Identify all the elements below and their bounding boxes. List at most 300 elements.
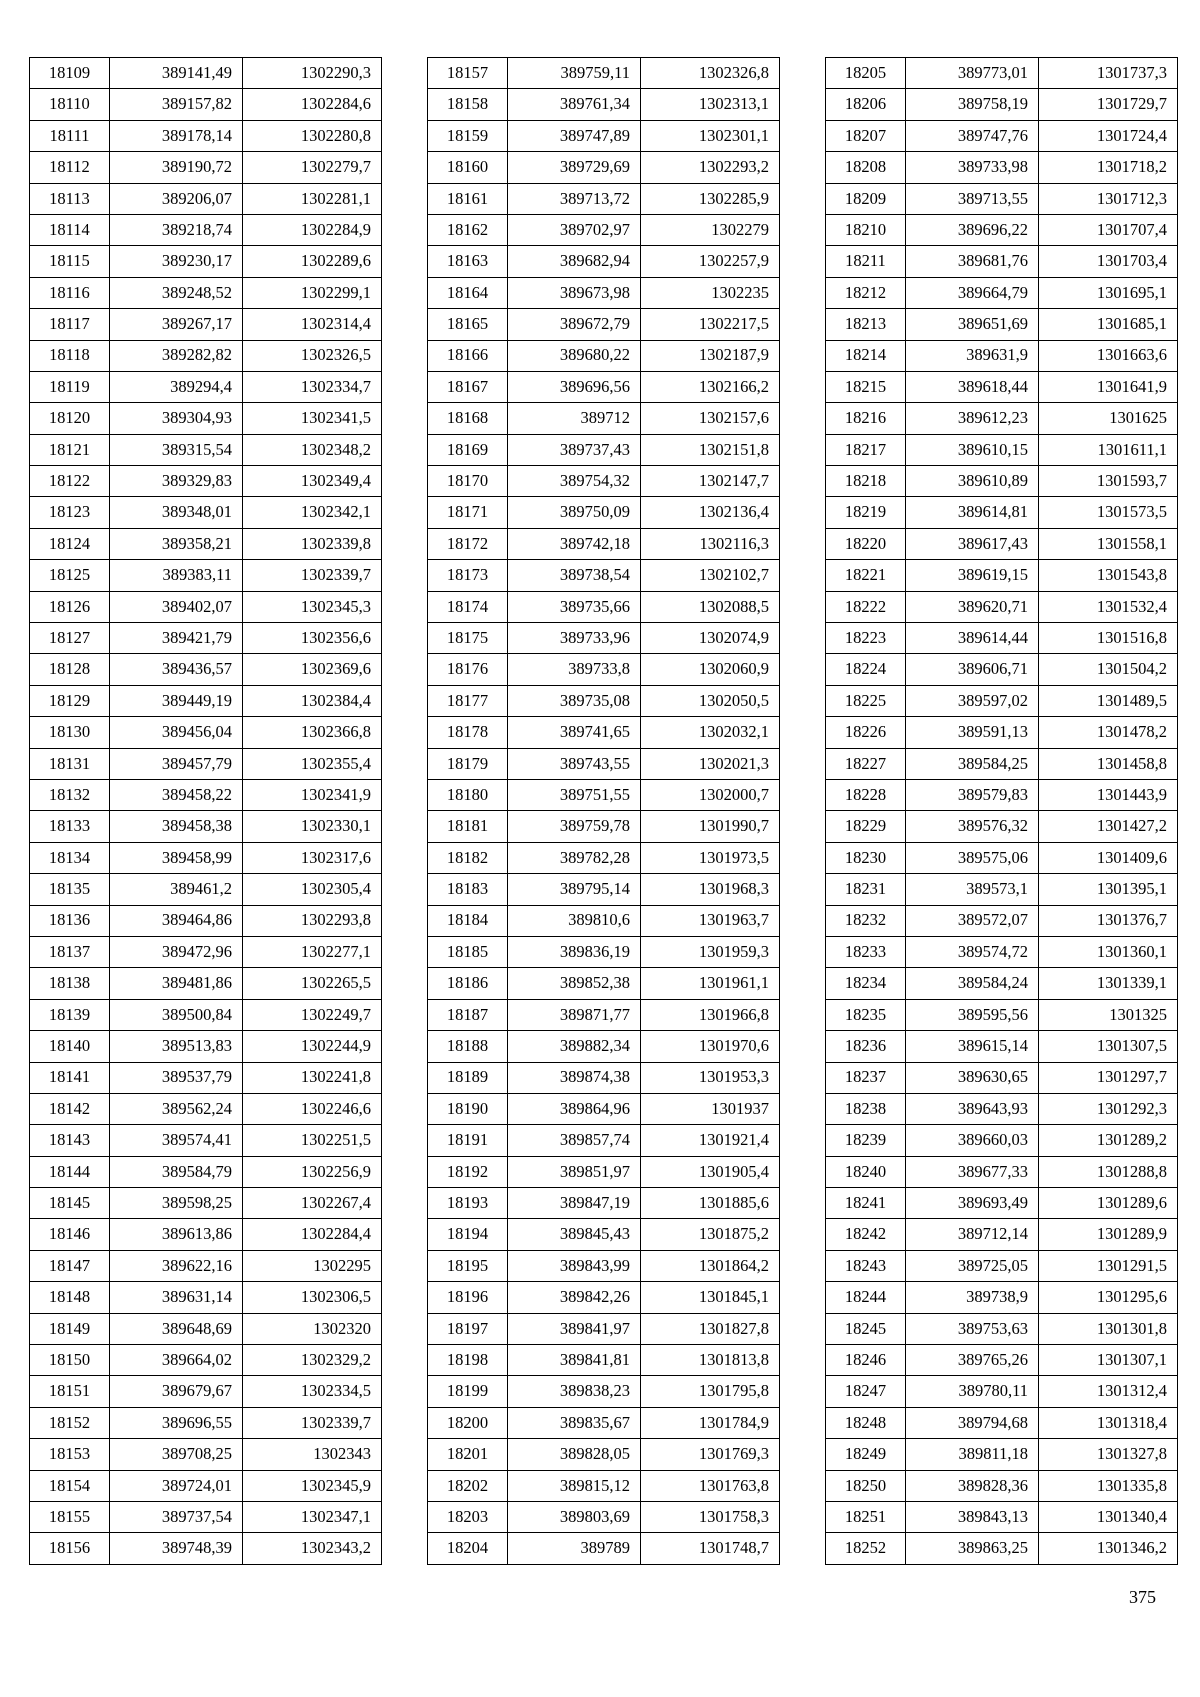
y-coordinate-cell: 1302157,6 [641,403,780,434]
y-coordinate-cell: 1302136,4 [641,497,780,528]
point-number-cell: 18167 [428,371,508,402]
x-coordinate-cell: 389712,14 [906,1219,1039,1250]
table-row [30,1313,382,1344]
x-coordinate-cell: 389619,15 [906,560,1039,591]
y-coordinate-cell: 1302314,4 [243,309,382,340]
point-number-cell: 18143 [30,1125,110,1156]
y-coordinate-cell: 1302305,4 [243,874,382,905]
table-row [30,1219,382,1250]
y-coordinate-cell: 1302284,9 [243,214,382,245]
point-number-cell: 18158 [428,89,508,120]
x-coordinate-cell: 389810,6 [508,905,641,936]
x-coordinate-cell: 389383,11 [110,560,243,591]
coordinate-table-1 [29,57,382,1565]
table-row [826,842,1178,873]
x-coordinate-cell: 389673,98 [508,277,641,308]
table-body [30,58,382,1565]
x-coordinate-cell: 389562,24 [110,1093,243,1124]
x-coordinate-cell: 389851,97 [508,1156,641,1187]
point-number-cell: 18118 [30,340,110,371]
point-number-cell: 18222 [826,591,906,622]
point-number-cell: 18156 [30,1533,110,1564]
point-number-cell: 18171 [428,497,508,528]
y-coordinate-cell: 1302339,8 [243,528,382,559]
x-coordinate-cell: 389458,38 [110,811,243,842]
y-coordinate-cell: 1302384,4 [243,685,382,716]
table-row [428,1062,780,1093]
table-row [826,1376,1178,1407]
x-coordinate-cell: 389456,04 [110,717,243,748]
point-number-cell: 18135 [30,874,110,905]
y-coordinate-cell: 1302293,2 [641,152,780,183]
table-row [30,560,382,591]
point-number-cell: 18212 [826,277,906,308]
x-coordinate-cell: 389747,89 [508,120,641,151]
x-coordinate-cell: 389248,52 [110,277,243,308]
point-number-cell: 18202 [428,1470,508,1501]
table-row [826,528,1178,559]
x-coordinate-cell: 389615,14 [906,1031,1039,1062]
x-coordinate-cell: 389758,19 [906,89,1039,120]
table-row [30,277,382,308]
y-coordinate-cell: 1302246,6 [243,1093,382,1124]
x-coordinate-cell: 389230,17 [110,246,243,277]
table-row [428,403,780,434]
point-number-cell: 18225 [826,685,906,716]
y-coordinate-cell: 1302355,4 [243,748,382,779]
x-coordinate-cell: 389573,1 [906,874,1039,905]
table-row [30,905,382,936]
table-row [826,277,1178,308]
y-coordinate-cell: 1301458,8 [1039,748,1178,779]
point-number-cell: 18183 [428,874,508,905]
y-coordinate-cell: 1301307,1 [1039,1345,1178,1376]
y-coordinate-cell: 1301346,2 [1039,1533,1178,1564]
table-row [826,654,1178,685]
table-row [826,58,1178,89]
x-coordinate-cell: 389610,15 [906,434,1039,465]
x-coordinate-cell: 389842,26 [508,1282,641,1313]
point-number-cell: 18246 [826,1345,906,1376]
x-coordinate-cell: 389729,69 [508,152,641,183]
table-row [428,497,780,528]
y-coordinate-cell: 1301813,8 [641,1345,780,1376]
y-coordinate-cell: 1302334,5 [243,1376,382,1407]
table-row [428,591,780,622]
page-number: 375 [1129,1587,1156,1607]
table-row [428,936,780,967]
y-coordinate-cell: 1302341,9 [243,779,382,810]
point-number-cell: 18147 [30,1250,110,1281]
table-row [30,1533,382,1564]
x-coordinate-cell: 389591,13 [906,717,1039,748]
x-coordinate-cell: 389348,01 [110,497,243,528]
x-coordinate-cell: 389696,55 [110,1407,243,1438]
x-coordinate-cell: 389789 [508,1533,641,1564]
x-coordinate-cell: 389696,56 [508,371,641,402]
table-row [428,905,780,936]
point-number-cell: 18168 [428,403,508,434]
table-row [30,466,382,497]
point-number-cell: 18131 [30,748,110,779]
y-coordinate-cell: 1301327,8 [1039,1439,1178,1470]
table-row [826,1062,1178,1093]
point-number-cell: 18128 [30,654,110,685]
x-coordinate-cell: 389713,55 [906,183,1039,214]
y-coordinate-cell: 1301558,1 [1039,528,1178,559]
table-row [30,403,382,434]
y-coordinate-cell: 1302339,7 [243,560,382,591]
y-coordinate-cell: 1302281,1 [243,183,382,214]
y-coordinate-cell: 1301288,8 [1039,1156,1178,1187]
point-number-cell: 18226 [826,717,906,748]
point-number-cell: 18250 [826,1470,906,1501]
point-number-cell: 18149 [30,1313,110,1344]
y-coordinate-cell: 1301395,1 [1039,874,1178,905]
y-coordinate-cell: 1302317,6 [243,842,382,873]
point-number-cell: 18179 [428,748,508,779]
table-row [428,371,780,402]
x-coordinate-cell: 389742,18 [508,528,641,559]
y-coordinate-cell: 1302074,9 [641,623,780,654]
table-row [826,309,1178,340]
point-number-cell: 18207 [826,120,906,151]
x-coordinate-cell: 389461,2 [110,874,243,905]
point-number-cell: 18150 [30,1345,110,1376]
y-coordinate-cell: 1301795,8 [641,1376,780,1407]
table-row [428,685,780,716]
table-row [826,340,1178,371]
x-coordinate-cell: 389458,22 [110,779,243,810]
table-row [826,1282,1178,1313]
x-coordinate-cell: 389841,97 [508,1313,641,1344]
y-coordinate-cell: 1301973,5 [641,842,780,873]
point-number-cell: 18213 [826,309,906,340]
table-row [428,120,780,151]
y-coordinate-cell: 1302265,5 [243,968,382,999]
x-coordinate-cell: 389584,79 [110,1156,243,1187]
x-coordinate-cell: 389682,94 [508,246,641,277]
table-row [428,528,780,559]
point-number-cell: 18192 [428,1156,508,1187]
x-coordinate-cell: 389672,79 [508,309,641,340]
point-number-cell: 18219 [826,497,906,528]
y-coordinate-cell: 1301905,4 [641,1156,780,1187]
point-number-cell: 18163 [428,246,508,277]
x-coordinate-cell: 389835,67 [508,1407,641,1438]
y-coordinate-cell: 1302313,1 [641,89,780,120]
y-coordinate-cell: 1302000,7 [641,779,780,810]
y-coordinate-cell: 1301291,5 [1039,1250,1178,1281]
x-coordinate-cell: 389782,28 [508,842,641,873]
y-coordinate-cell: 1302366,8 [243,717,382,748]
point-number-cell: 18109 [30,58,110,89]
point-number-cell: 18164 [428,277,508,308]
x-coordinate-cell: 389747,76 [906,120,1039,151]
point-number-cell: 18216 [826,403,906,434]
x-coordinate-cell: 389838,23 [508,1376,641,1407]
x-coordinate-cell: 389513,83 [110,1031,243,1062]
x-coordinate-cell: 389741,65 [508,717,641,748]
y-coordinate-cell: 1302267,4 [243,1188,382,1219]
x-coordinate-cell: 389618,44 [906,371,1039,402]
y-coordinate-cell: 1301961,1 [641,968,780,999]
y-coordinate-cell: 1302166,2 [641,371,780,402]
y-coordinate-cell: 1301292,3 [1039,1093,1178,1124]
table-row [826,1031,1178,1062]
x-coordinate-cell: 389190,72 [110,152,243,183]
point-number-cell: 18247 [826,1376,906,1407]
point-number-cell: 18252 [826,1533,906,1564]
table-row [428,1470,780,1501]
y-coordinate-cell: 1302320 [243,1313,382,1344]
table-row [826,1345,1178,1376]
table-row [30,1407,382,1438]
point-number-cell: 18133 [30,811,110,842]
table-row [30,748,382,779]
table-row [826,968,1178,999]
table-row [30,1250,382,1281]
table-row [428,560,780,591]
x-coordinate-cell: 389713,72 [508,183,641,214]
y-coordinate-cell: 1301718,2 [1039,152,1178,183]
point-number-cell: 18190 [428,1093,508,1124]
table-row [30,1376,382,1407]
x-coordinate-cell: 389780,11 [906,1376,1039,1407]
point-number-cell: 18155 [30,1501,110,1532]
table-row [826,466,1178,497]
x-coordinate-cell: 389630,65 [906,1062,1039,1093]
y-coordinate-cell: 1301737,3 [1039,58,1178,89]
x-coordinate-cell: 389748,39 [110,1533,243,1564]
x-coordinate-cell: 389753,63 [906,1313,1039,1344]
point-number-cell: 18159 [428,120,508,151]
table-row [30,152,382,183]
y-coordinate-cell: 1301959,3 [641,936,780,967]
table-row [428,1501,780,1532]
x-coordinate-cell: 389863,25 [906,1533,1039,1564]
y-coordinate-cell: 1301443,9 [1039,779,1178,810]
x-coordinate-cell: 389794,68 [906,1407,1039,1438]
x-coordinate-cell: 389702,97 [508,214,641,245]
point-number-cell: 18237 [826,1062,906,1093]
point-number-cell: 18144 [30,1156,110,1187]
y-coordinate-cell: 1302348,2 [243,434,382,465]
x-coordinate-cell: 389606,71 [906,654,1039,685]
x-coordinate-cell: 389874,38 [508,1062,641,1093]
y-coordinate-cell: 1301963,7 [641,905,780,936]
table-row [826,748,1178,779]
table-row [428,1533,780,1564]
table-row [826,591,1178,622]
x-coordinate-cell: 389660,03 [906,1125,1039,1156]
y-coordinate-cell: 1301885,6 [641,1188,780,1219]
y-coordinate-cell: 1301758,3 [641,1501,780,1532]
table-row [826,120,1178,151]
table-row [30,246,382,277]
y-coordinate-cell: 1301295,6 [1039,1282,1178,1313]
table-row [428,246,780,277]
table-row [428,874,780,905]
x-coordinate-cell: 389733,98 [906,152,1039,183]
table-row [826,246,1178,277]
y-coordinate-cell: 1301625 [1039,403,1178,434]
y-coordinate-cell: 1301297,7 [1039,1062,1178,1093]
x-coordinate-cell: 389651,69 [906,309,1039,340]
x-coordinate-cell: 389141,49 [110,58,243,89]
point-number-cell: 18248 [826,1407,906,1438]
table-row [428,779,780,810]
table-row [428,717,780,748]
x-coordinate-cell: 389733,96 [508,623,641,654]
y-coordinate-cell: 1302343,2 [243,1533,382,1564]
point-number-cell: 18116 [30,277,110,308]
point-number-cell: 18244 [826,1282,906,1313]
x-coordinate-cell: 389761,34 [508,89,641,120]
y-coordinate-cell: 1302032,1 [641,717,780,748]
x-coordinate-cell: 389693,49 [906,1188,1039,1219]
table-row [428,1313,780,1344]
y-coordinate-cell: 1302341,5 [243,403,382,434]
point-number-cell: 18153 [30,1439,110,1470]
y-coordinate-cell: 1301921,4 [641,1125,780,1156]
y-coordinate-cell: 1302256,9 [243,1156,382,1187]
point-number-cell: 18198 [428,1345,508,1376]
point-number-cell: 18204 [428,1533,508,1564]
y-coordinate-cell: 1301695,1 [1039,277,1178,308]
y-coordinate-cell: 1302251,5 [243,1125,382,1156]
table-row [826,152,1178,183]
point-number-cell: 18173 [428,560,508,591]
table-row [30,842,382,873]
x-coordinate-cell: 389282,82 [110,340,243,371]
point-number-cell: 18139 [30,999,110,1030]
y-coordinate-cell: 1302235 [641,277,780,308]
point-number-cell: 18138 [30,968,110,999]
y-coordinate-cell: 1302060,9 [641,654,780,685]
point-number-cell: 18188 [428,1031,508,1062]
point-number-cell: 18122 [30,466,110,497]
y-coordinate-cell: 1302244,9 [243,1031,382,1062]
y-coordinate-cell: 1302217,5 [641,309,780,340]
x-coordinate-cell: 389743,55 [508,748,641,779]
point-number-cell: 18120 [30,403,110,434]
point-number-cell: 18245 [826,1313,906,1344]
y-coordinate-cell: 1302326,8 [641,58,780,89]
x-coordinate-cell: 389597,02 [906,685,1039,716]
point-number-cell: 18141 [30,1062,110,1093]
x-coordinate-cell: 389178,14 [110,120,243,151]
x-coordinate-cell: 389708,25 [110,1439,243,1470]
y-coordinate-cell: 1302285,9 [641,183,780,214]
point-number-cell: 18232 [826,905,906,936]
table-row [826,999,1178,1030]
y-coordinate-cell: 1301301,8 [1039,1313,1178,1344]
point-number-cell: 18127 [30,623,110,654]
table-row [826,779,1178,810]
x-coordinate-cell: 389765,26 [906,1345,1039,1376]
table-row [428,1188,780,1219]
x-coordinate-cell: 389620,71 [906,591,1039,622]
point-number-cell: 18175 [428,623,508,654]
y-coordinate-cell: 1301504,2 [1039,654,1178,685]
y-coordinate-cell: 1301289,9 [1039,1219,1178,1250]
table-row [428,214,780,245]
point-number-cell: 18185 [428,936,508,967]
y-coordinate-cell: 1302279 [641,214,780,245]
y-coordinate-cell: 1301339,1 [1039,968,1178,999]
point-number-cell: 18194 [428,1219,508,1250]
table-row [826,403,1178,434]
point-number-cell: 18161 [428,183,508,214]
y-coordinate-cell: 1301707,4 [1039,214,1178,245]
point-number-cell: 18134 [30,842,110,873]
y-coordinate-cell: 1302326,5 [243,340,382,371]
x-coordinate-cell: 389735,08 [508,685,641,716]
point-number-cell: 18142 [30,1093,110,1124]
point-number-cell: 18129 [30,685,110,716]
point-number-cell: 18136 [30,905,110,936]
y-coordinate-cell: 1301307,5 [1039,1031,1178,1062]
x-coordinate-cell: 389864,96 [508,1093,641,1124]
table-row [826,560,1178,591]
point-number-cell: 18132 [30,779,110,810]
point-number-cell: 18126 [30,591,110,622]
point-number-cell: 18174 [428,591,508,622]
y-coordinate-cell: 1301763,8 [641,1470,780,1501]
table-row [428,89,780,120]
table-row [30,214,382,245]
x-coordinate-cell: 389696,22 [906,214,1039,245]
point-number-cell: 18221 [826,560,906,591]
x-coordinate-cell: 389841,81 [508,1345,641,1376]
y-coordinate-cell: 1301641,9 [1039,371,1178,402]
x-coordinate-cell: 389421,79 [110,623,243,654]
table-row [826,936,1178,967]
x-coordinate-cell: 389643,93 [906,1093,1039,1124]
point-number-cell: 18151 [30,1376,110,1407]
table-row [826,1313,1178,1344]
table-row [30,623,382,654]
y-coordinate-cell: 1301289,2 [1039,1125,1178,1156]
x-coordinate-cell: 389206,07 [110,183,243,214]
y-coordinate-cell: 1301335,8 [1039,1470,1178,1501]
y-coordinate-cell: 1301827,8 [641,1313,780,1344]
point-number-cell: 18209 [826,183,906,214]
point-number-cell: 18119 [30,371,110,402]
x-coordinate-cell: 389754,32 [508,466,641,497]
table-row [30,497,382,528]
table-row [826,1219,1178,1250]
table-row [826,717,1178,748]
table-row [428,842,780,873]
y-coordinate-cell: 1302339,7 [243,1407,382,1438]
y-coordinate-cell: 1302356,6 [243,623,382,654]
point-number-cell: 18211 [826,246,906,277]
table-row [30,1031,382,1062]
y-coordinate-cell: 1301748,7 [641,1533,780,1564]
table-row [30,434,382,465]
y-coordinate-cell: 1301289,6 [1039,1188,1178,1219]
x-coordinate-cell: 389304,93 [110,403,243,434]
point-number-cell: 18170 [428,466,508,497]
x-coordinate-cell: 389500,84 [110,999,243,1030]
point-number-cell: 18235 [826,999,906,1030]
x-coordinate-cell: 389572,07 [906,905,1039,936]
table-row [30,1345,382,1376]
table-row [428,58,780,89]
point-number-cell: 18205 [826,58,906,89]
